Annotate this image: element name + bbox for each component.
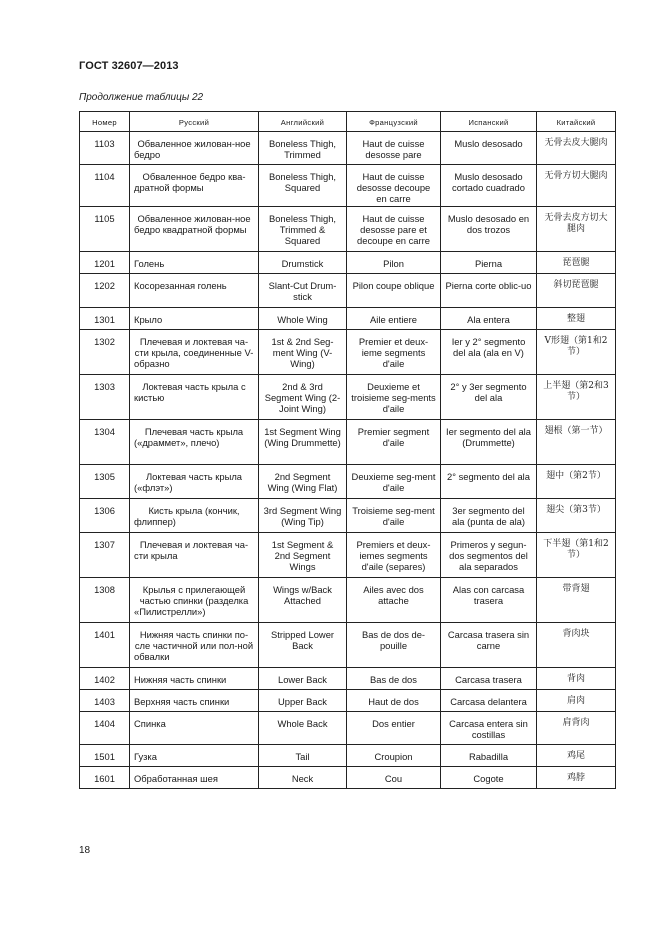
spanish-term: Pierna corte oblic-uo <box>441 274 537 308</box>
french-term: Cou <box>347 767 441 789</box>
table-row <box>80 668 616 690</box>
spanish-term: Muslo desosado <box>441 132 537 165</box>
english-term: Boneless Thigh, Trimmed & Squared <box>259 207 347 252</box>
table-row <box>80 132 616 165</box>
chinese-term: 肩肉 <box>537 690 616 712</box>
spanish-term: 3er segmento del ala (punta de ala) <box>441 499 537 533</box>
chinese-term: 肩背肉 <box>537 712 616 745</box>
column-header-number: Номер <box>80 112 130 132</box>
row-number: 1105 <box>80 207 130 252</box>
french-term: Premiers et deux-iemes segments d'aile (separes) <box>347 533 441 578</box>
table-row <box>80 420 616 465</box>
spanish-term: 2° y 3er segmento del ala <box>441 375 537 420</box>
row-number: 1103 <box>80 132 130 165</box>
table-row <box>80 712 616 745</box>
row-number: 1202 <box>80 274 130 308</box>
chinese-term: 斜切琵琶腿 <box>537 274 616 308</box>
spanish-term: Rabadilla <box>441 745 537 767</box>
english-term: 1st Segment & 2nd Segment Wings <box>259 533 347 578</box>
chinese-term: 鸡脖 <box>537 767 616 789</box>
russian-term: Обваленное жилован-ное бедро квадратной формы <box>130 207 259 252</box>
table-row <box>80 767 616 789</box>
english-term: Wings w/Back Attached <box>259 578 347 623</box>
french-term: Premier et deux-ieme segments d'aile <box>347 330 441 375</box>
row-number: 1305 <box>80 465 130 499</box>
chinese-term: V形翅（第1和2节） <box>537 330 616 375</box>
row-number: 1306 <box>80 499 130 533</box>
chinese-term: 无骨去皮方切大腿肉 <box>537 207 616 252</box>
spanish-term: Carcasa trasera sin carne <box>441 623 537 668</box>
document-header: ГОСТ 32607—2013 <box>79 60 179 72</box>
spanish-term: Cogote <box>441 767 537 789</box>
russian-term: Плечевая и локтевая ча-сти крыла <box>130 533 259 578</box>
table-row <box>80 375 616 420</box>
english-term: Drumstick <box>259 252 347 274</box>
table-row <box>80 499 616 533</box>
spanish-term: Ala entera <box>441 308 537 330</box>
translation-table <box>79 111 616 789</box>
page-number: 18 <box>79 845 91 856</box>
table-row <box>80 165 616 207</box>
english-term: 2nd & 3rd Segment Wing (2-Joint Wing) <box>259 375 347 420</box>
french-term: Haut de dos <box>347 690 441 712</box>
russian-term: Гузка <box>130 745 259 767</box>
chinese-term: 无骨方切大腿肉 <box>537 165 616 207</box>
chinese-term: 翅根（第一节） <box>537 420 616 465</box>
row-number: 1501 <box>80 745 130 767</box>
table-row <box>80 533 616 578</box>
russian-term: Крылья с прилегающей частью спинки (разделка «Пилистрелли») <box>130 578 259 623</box>
table-header-row <box>80 112 616 132</box>
chinese-term: 翅尖（第3节） <box>537 499 616 533</box>
spanish-term: Muslo desosado cortado cuadrado <box>441 165 537 207</box>
row-number: 1401 <box>80 623 130 668</box>
french-term: Croupion <box>347 745 441 767</box>
russian-term: Локтевая часть крыла («флэт») <box>130 465 259 499</box>
russian-term: Верхняя часть спинки <box>130 690 259 712</box>
row-number: 1104 <box>80 165 130 207</box>
french-term: Deuxieme seg-ment d'aile <box>347 465 441 499</box>
table-row <box>80 465 616 499</box>
table-row <box>80 308 616 330</box>
row-number: 1601 <box>80 767 130 789</box>
chinese-term: 翅中（第2节） <box>537 465 616 499</box>
spanish-term: Pierna <box>441 252 537 274</box>
french-term: Dos entier <box>347 712 441 745</box>
english-term: Lower Back <box>259 668 347 690</box>
english-term: 2nd Segment Wing (Wing Flat) <box>259 465 347 499</box>
english-term: 1st & 2nd Seg-ment Wing (V-Wing) <box>259 330 347 375</box>
english-term: Boneless Thigh, Trimmed <box>259 132 347 165</box>
french-term: Pilon <box>347 252 441 274</box>
russian-term: Крыло <box>130 308 259 330</box>
russian-term: Нижняя часть спинки <box>130 668 259 690</box>
spanish-term: Primeros y segun-dos segmentos del ala separados <box>441 533 537 578</box>
spanish-term: 2° segmento del ala <box>441 465 537 499</box>
table-row <box>80 745 616 767</box>
russian-term: Косорезанная голень <box>130 274 259 308</box>
chinese-term: 整翅 <box>537 308 616 330</box>
russian-term: Обваленное жилован-ное бедро <box>130 132 259 165</box>
french-term: Haut de cuisse desosse pare <box>347 132 441 165</box>
russian-term: Обработанная шея <box>130 767 259 789</box>
spanish-term: Carcasa entera sin costillas <box>441 712 537 745</box>
column-header-spanish: Испанский <box>441 112 537 132</box>
french-term: Troisieme seg-ment d'aile <box>347 499 441 533</box>
table-row <box>80 690 616 712</box>
english-term: Stripped Lower Back <box>259 623 347 668</box>
row-number: 1303 <box>80 375 130 420</box>
spanish-term: Carcasa trasera <box>441 668 537 690</box>
table-row <box>80 623 616 668</box>
english-term: Upper Back <box>259 690 347 712</box>
column-header-english: Английский <box>259 112 347 132</box>
russian-term: Голень <box>130 252 259 274</box>
table-caption: Продолжение таблицы 22 <box>79 92 204 103</box>
spanish-term: Carcasa delantera <box>441 690 537 712</box>
english-term: Whole Back <box>259 712 347 745</box>
table-row <box>80 578 616 623</box>
row-number: 1201 <box>80 252 130 274</box>
row-number: 1304 <box>80 420 130 465</box>
russian-term: Плечевая часть крыла («драммет», плечо) <box>130 420 259 465</box>
french-term: Bas de dos <box>347 668 441 690</box>
russian-term: Нижняя часть спинки по-сле частичной или пол-ной обвалки <box>130 623 259 668</box>
row-number: 1402 <box>80 668 130 690</box>
english-term: Boneless Thigh, Squared <box>259 165 347 207</box>
french-term: Pilon coupe oblique <box>347 274 441 308</box>
french-term: Haut de cuisse desosse pare et decoupe en carre <box>347 207 441 252</box>
french-term: Ailes avec dos attache <box>347 578 441 623</box>
table-row <box>80 252 616 274</box>
chinese-term: 上半翅（第2和3节） <box>537 375 616 420</box>
chinese-term: 无骨去皮大腿肉 <box>537 132 616 165</box>
english-term: Neck <box>259 767 347 789</box>
row-number: 1308 <box>80 578 130 623</box>
english-term: 1st Segment Wing (Wing Drummette) <box>259 420 347 465</box>
russian-term: Спинка <box>130 712 259 745</box>
french-term: Haut de cuisse desosse decoupe en carre <box>347 165 441 207</box>
russian-term: Плечевая и локтевая ча-сти крыла, соединенные V-образно <box>130 330 259 375</box>
spanish-term: Ier segmento del ala (Drummette) <box>441 420 537 465</box>
french-term: Bas de dos de-pouille <box>347 623 441 668</box>
row-number: 1302 <box>80 330 130 375</box>
column-header-chinese: Китайский <box>537 112 616 132</box>
table-row <box>80 207 616 252</box>
spanish-term: Ier y 2° segmento del ala (ala en V) <box>441 330 537 375</box>
english-term: Slant-Cut Drum-stick <box>259 274 347 308</box>
chinese-term: 背肉块 <box>537 623 616 668</box>
french-term: Deuxieme et troisieme seg-ments d'aile <box>347 375 441 420</box>
row-number: 1307 <box>80 533 130 578</box>
spanish-term: Muslo desosado en dos trozos <box>441 207 537 252</box>
chinese-term: 背肉 <box>537 668 616 690</box>
chinese-term: 琵琶腿 <box>537 252 616 274</box>
french-term: Premier segment d'aile <box>347 420 441 465</box>
column-header-russian: Русский <box>130 112 259 132</box>
french-term: Aile entiere <box>347 308 441 330</box>
table-row <box>80 274 616 308</box>
table-row <box>80 330 616 375</box>
spanish-term: Alas con carcasa trasera <box>441 578 537 623</box>
chinese-term: 下半翅（第1和2节） <box>537 533 616 578</box>
english-term: Whole Wing <box>259 308 347 330</box>
chinese-term: 鸡尾 <box>537 745 616 767</box>
english-term: 3rd Segment Wing (Wing Tip) <box>259 499 347 533</box>
row-number: 1301 <box>80 308 130 330</box>
row-number: 1404 <box>80 712 130 745</box>
russian-term: Локтевая часть крыла с кистью <box>130 375 259 420</box>
chinese-term: 带背翅 <box>537 578 616 623</box>
english-term: Tail <box>259 745 347 767</box>
row-number: 1403 <box>80 690 130 712</box>
russian-term: Кисть крыла (кончик, флиппер) <box>130 499 259 533</box>
column-header-french: Французский <box>347 112 441 132</box>
russian-term: Обваленное бедро ква-дратной формы <box>130 165 259 207</box>
